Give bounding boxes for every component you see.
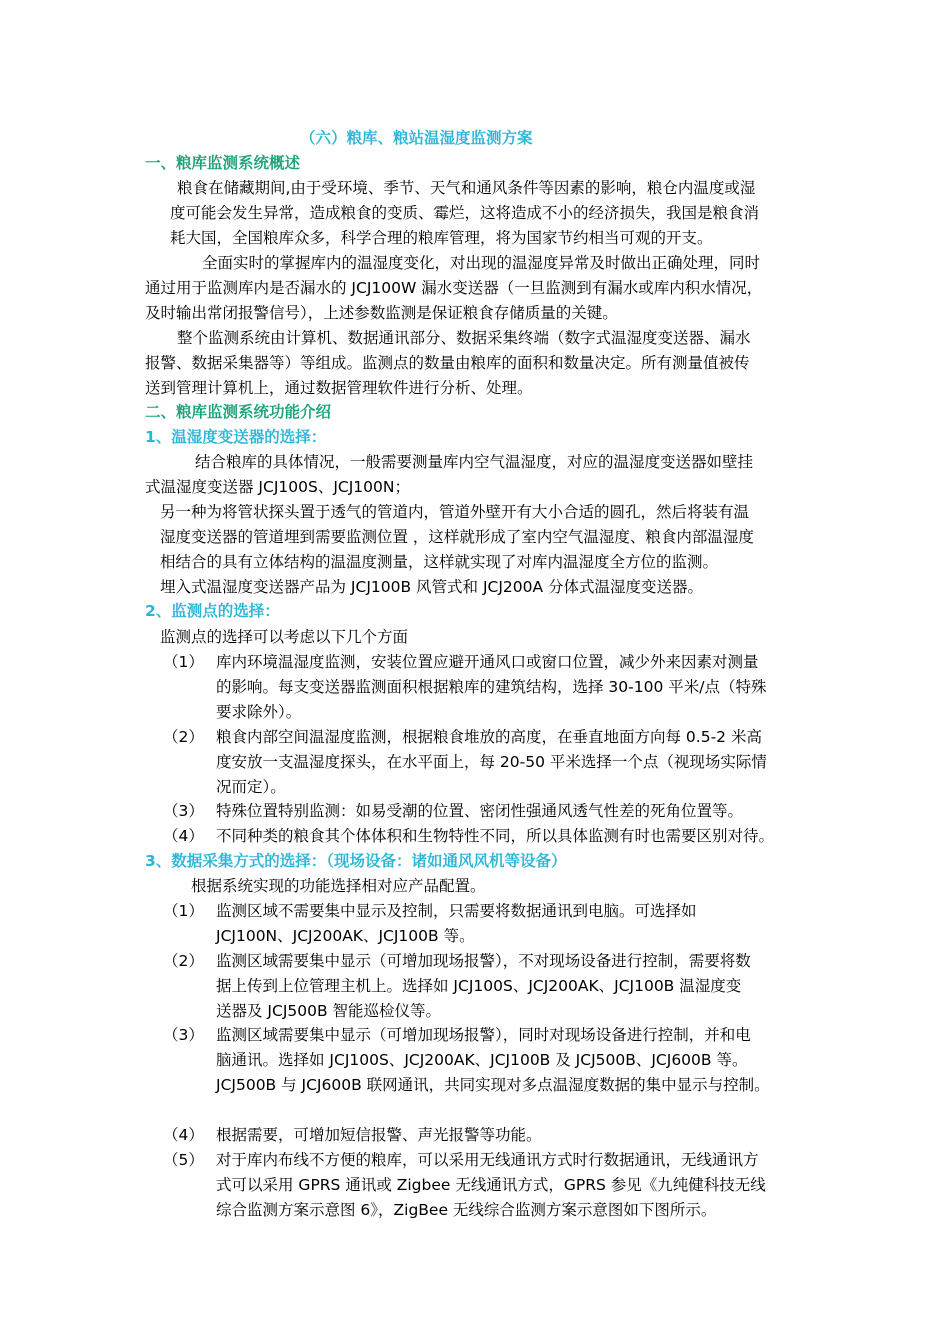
paragraph-line: 结合粮库的具体情况，一般需要测量库内空气温湿度，对应的温湿度变送器如壁挂 bbox=[195, 453, 754, 471]
list-item-line: 的影响。每支变送器监测面积根据粮库的建筑结构，选择 30-100 平米/点（特殊 bbox=[216, 678, 767, 696]
list-item-number: （5） bbox=[163, 1151, 204, 1169]
list-item-line: 监测区域需要集中显示（可增加现场报警），同时对现场设备进行控制，并和电 bbox=[216, 1026, 751, 1044]
subsection-2-heading: 2、监测点的选择： bbox=[145, 602, 280, 620]
list-item-number: （4） bbox=[163, 1126, 204, 1144]
list-item-line: 综合监测方案示意图 6》，ZigBee 无线综合监测方案示意图如下图所示。 bbox=[216, 1201, 717, 1219]
subsection-1-heading: 1、温湿度变送器的选择： bbox=[145, 428, 327, 446]
paragraph-line: 耗大国，全国粮库众多，科学合理的粮库管理，将为国家节约相当可观的开支。 bbox=[170, 229, 713, 247]
document-title: （六）粮库、粮站温湿度监测方案 bbox=[300, 129, 533, 147]
paragraph-line: 粮食在储藏期间,由于受环境、季节、天气和通风条件等因素的影响，粮仓内温度或湿 bbox=[177, 179, 756, 197]
paragraph-line: 相结合的具有立体结构的温温度测量，这样就实现了对库内温湿度全方位的监测。 bbox=[160, 553, 719, 571]
paragraph-line: 根据系统实现的功能选择相对应产品配置。 bbox=[191, 877, 486, 895]
section-2-heading: 二、粮库监测系统功能介绍 bbox=[145, 403, 332, 421]
list-item-line: 库内环境温湿度监测，安装位置应避开通风口或窗口位置，减少外来因素对测量 bbox=[216, 653, 759, 671]
list-item-line: 粮食内部空间温湿度监测，根据粮食堆放的高度，在垂直地面方向每 0.5-2 米高 bbox=[216, 728, 762, 746]
paragraph-line: 及时输出常闭报警信号），上述参数监测是保证粮食存储质量的关键。 bbox=[145, 304, 618, 322]
paragraph-line: 全面实时的掌握库内的温湿度变化，对出现的温湿度异常及时做出正确处理，同时 bbox=[202, 254, 761, 272]
list-item-number: （1） bbox=[163, 653, 204, 671]
list-item-number: （3） bbox=[163, 802, 204, 820]
list-item-number: （1） bbox=[163, 902, 204, 920]
paragraph-line: 度可能会发生异常，造成粮食的变质、霉烂，这将造成不小的经济损失，我国是粮食消 bbox=[170, 204, 760, 222]
list-item-line: 不同种类的粮食其个体体积和生物特性不同，所以具体监测有时也需要区别对待。 bbox=[216, 827, 775, 845]
paragraph-line: 另一种为将管状探头置于透气的管道内，管道外壁开有大小合适的圆孔，然后将装有温 bbox=[160, 503, 750, 521]
list-item-number: （4） bbox=[163, 827, 204, 845]
paragraph-line: 报警、数据采集器等）等组成。监测点的数量由粮库的面积和数量决定。所有测量值被传 bbox=[145, 354, 750, 372]
list-item-line: 式可以采用 GPRS 通讯或 Zigbee 无线通讯方式，GPRS 参见《九纯健科技无线 bbox=[216, 1176, 766, 1194]
list-item-line: 监测区域不需要集中显示及控制，只需要将数据通讯到电脑。可选择如 bbox=[216, 902, 697, 920]
section-1-heading: 一、粮库监测系统概述 bbox=[145, 154, 301, 172]
paragraph-line: 埋入式温湿度变送器产品为 JCJ100B 风管式和 JCJ200A 分体式温湿度变送器。 bbox=[160, 578, 704, 596]
list-item-line: 对于库内布线不方便的粮库，可以采用无线通讯方式时行数据通讯，无线通讯方 bbox=[216, 1151, 759, 1169]
list-item-line: JCJ500B 与 JCJ600B 联网通讯，共同实现对多点温湿度数据的集中显示与控制。 bbox=[216, 1076, 770, 1094]
list-item-line: 根据需要，可增加短信报警、声光报警等功能。 bbox=[216, 1126, 542, 1144]
list-item-number: （3） bbox=[163, 1026, 204, 1044]
list-item-line: JCJ100N、JCJ200AK、JCJ100B 等。 bbox=[216, 927, 475, 945]
list-item-line: 送器及 JCJ500B 智能巡检仪等。 bbox=[216, 1002, 442, 1020]
list-item-line: 据上传到上位管理主机上。选择如 JCJ100S、JCJ200AK、JCJ100B 温湿度变 bbox=[216, 977, 742, 995]
paragraph-line: 湿度变送器的管道埋到需要监测位置 ，这样就形成了室内空气温湿度、粮食内部温湿度 bbox=[160, 528, 754, 546]
subsection-3-heading: 3、数据采集方式的选择：（现场设备：诸如通风风机等设备） bbox=[145, 852, 567, 870]
list-item-line: 况而定）。 bbox=[216, 778, 286, 796]
list-item-line: 脑通讯。选择如 JCJ100S、JCJ200AK、JCJ100B 及 JCJ500B、JCJ600B 等。 bbox=[216, 1051, 748, 1069]
paragraph-line: 通过用于监测库内是否漏水的 JCJ100W 漏水变送器（一旦监测到有漏水或库内积水情况， bbox=[145, 279, 763, 297]
paragraph-line: 监测点的选择可以考虑以下几个方面 bbox=[160, 628, 409, 646]
list-item-line: 监测区域需要集中显示（可增加现场报警），不对现场设备进行控制，需要将数 bbox=[216, 952, 751, 970]
paragraph-line: 式温湿度变送器 JCJ100S、JCJ100N； bbox=[145, 478, 410, 496]
list-item-line: 特殊位置特别监测：如易受潮的位置、密闭性强通风透气性差的死角位置等。 bbox=[216, 802, 744, 820]
list-item-number: （2） bbox=[163, 728, 204, 746]
paragraph-line: 送到管理计算机上，通过数据管理软件进行分析、处理。 bbox=[145, 379, 533, 397]
list-item-line: 要求除外）。 bbox=[216, 703, 302, 721]
list-item-number: （2） bbox=[163, 952, 204, 970]
list-item-line: 度安放一支温湿度探头，在水平面上，每 20-50 平米选择一个点（视现场实际情 bbox=[216, 753, 767, 771]
paragraph-line: 整个监测系统由计算机、数据通讯部分、数据采集终端（数字式温湿度变送器、漏水 bbox=[177, 329, 751, 347]
